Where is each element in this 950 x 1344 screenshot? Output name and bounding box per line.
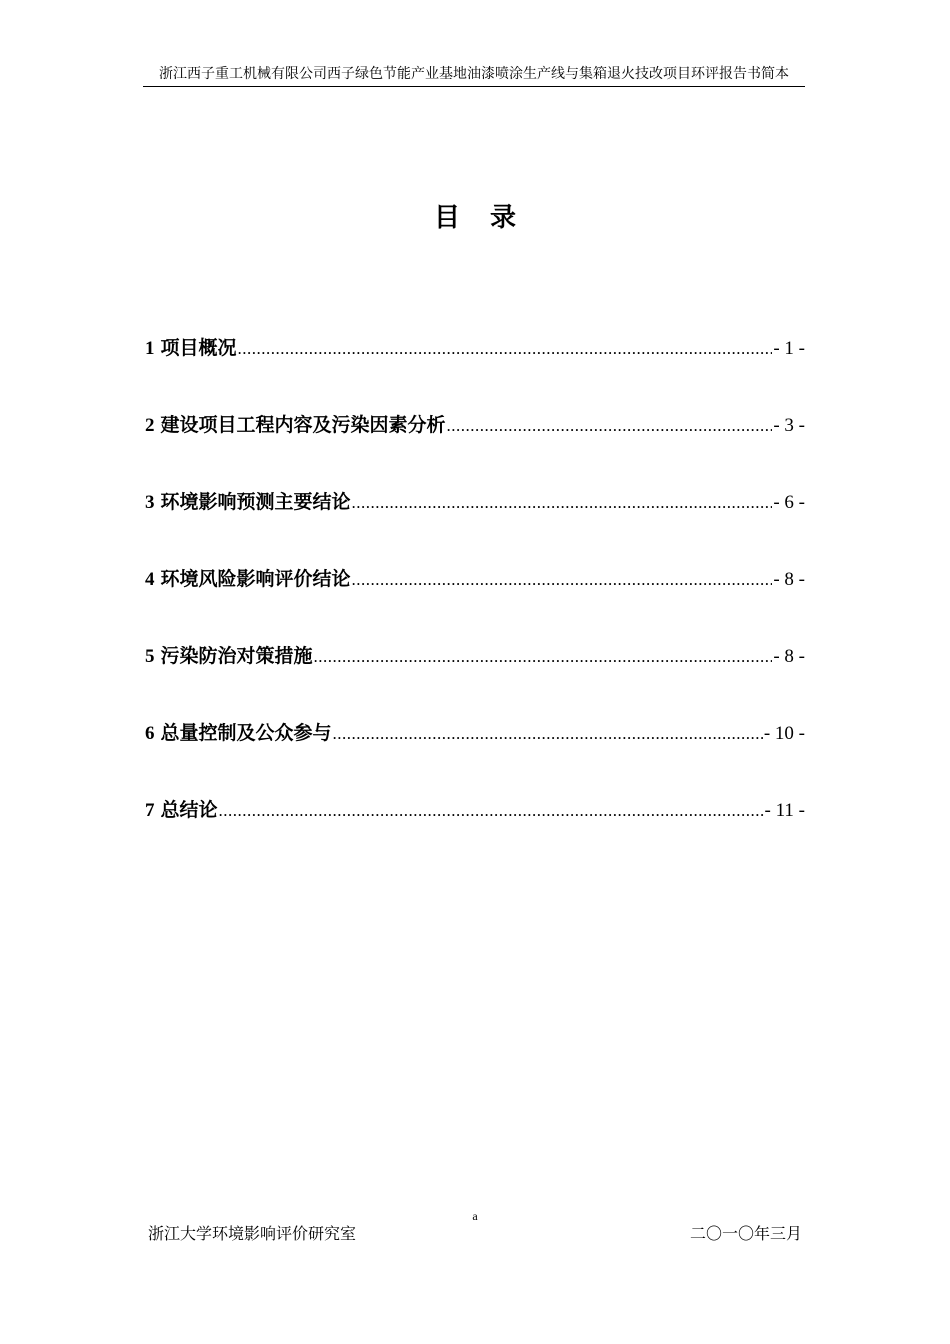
toc-entry-title: 总量控制及公众参与 xyxy=(160,722,332,744)
toc-entry[interactable] xyxy=(145,484,805,561)
toc-entry[interactable] xyxy=(145,715,805,792)
toc-entry-number: 2 xyxy=(145,415,155,436)
toc-entry-page: - 8 - xyxy=(773,646,805,667)
toc-entry[interactable] xyxy=(145,561,805,638)
toc-dot-leader xyxy=(219,793,764,829)
toc-entry-title: 环境影响预测主要结论 xyxy=(160,491,351,513)
toc-entry[interactable] xyxy=(145,638,805,715)
toc-entry-page: - 8 - xyxy=(773,569,805,590)
toc-entry-number: 7 xyxy=(145,800,155,821)
toc-entry-title: 污染防治对策措施 xyxy=(160,645,313,667)
toc-entry-number: 1 xyxy=(145,338,155,359)
toc-entry-title: 总结论 xyxy=(160,799,218,821)
page-title: 目录 xyxy=(433,203,546,233)
toc-dot-leader xyxy=(314,639,773,675)
toc-entry[interactable] xyxy=(145,330,805,407)
running-header-text: 浙江西子重工机械有限公司西子绿色节能产业基地油漆喷涂生产线与集箱退火技改项目环评报告书简本 xyxy=(159,66,789,82)
toc-entry-page: - 6 - xyxy=(773,492,805,513)
toc-entry-page: - 11 - xyxy=(764,800,805,821)
toc-entry-page: - 3 - xyxy=(773,415,805,436)
toc-dot-leader xyxy=(447,408,773,444)
toc-entry[interactable] xyxy=(145,407,805,484)
page-marker: a xyxy=(472,1209,478,1223)
footer-organization: 浙江大学环境影响评价研究室 xyxy=(148,1224,357,1243)
toc-dot-leader xyxy=(333,716,763,752)
running-header xyxy=(143,64,805,87)
toc-entry-number: 6 xyxy=(145,723,155,744)
toc-entry-page: - 10 - xyxy=(763,723,805,744)
toc-entry-title: 建设项目工程内容及污染因素分析 xyxy=(160,414,446,436)
toc-entry[interactable] xyxy=(145,792,805,869)
toc-entry-number: 4 xyxy=(145,569,155,590)
toc-entry-page: - 1 - xyxy=(773,338,805,359)
toc-entry-number: 3 xyxy=(145,492,155,513)
footer-date: 二〇一〇年三月 xyxy=(689,1224,802,1243)
table-of-contents xyxy=(145,330,805,869)
toc-entry-title: 项目概况 xyxy=(160,337,237,359)
toc-entry-title: 环境风险影响评价结论 xyxy=(160,568,351,590)
toc-dot-leader xyxy=(352,485,773,521)
toc-dot-leader xyxy=(352,562,773,598)
toc-entry-number: 5 xyxy=(145,646,155,667)
toc-dot-leader xyxy=(238,331,773,367)
